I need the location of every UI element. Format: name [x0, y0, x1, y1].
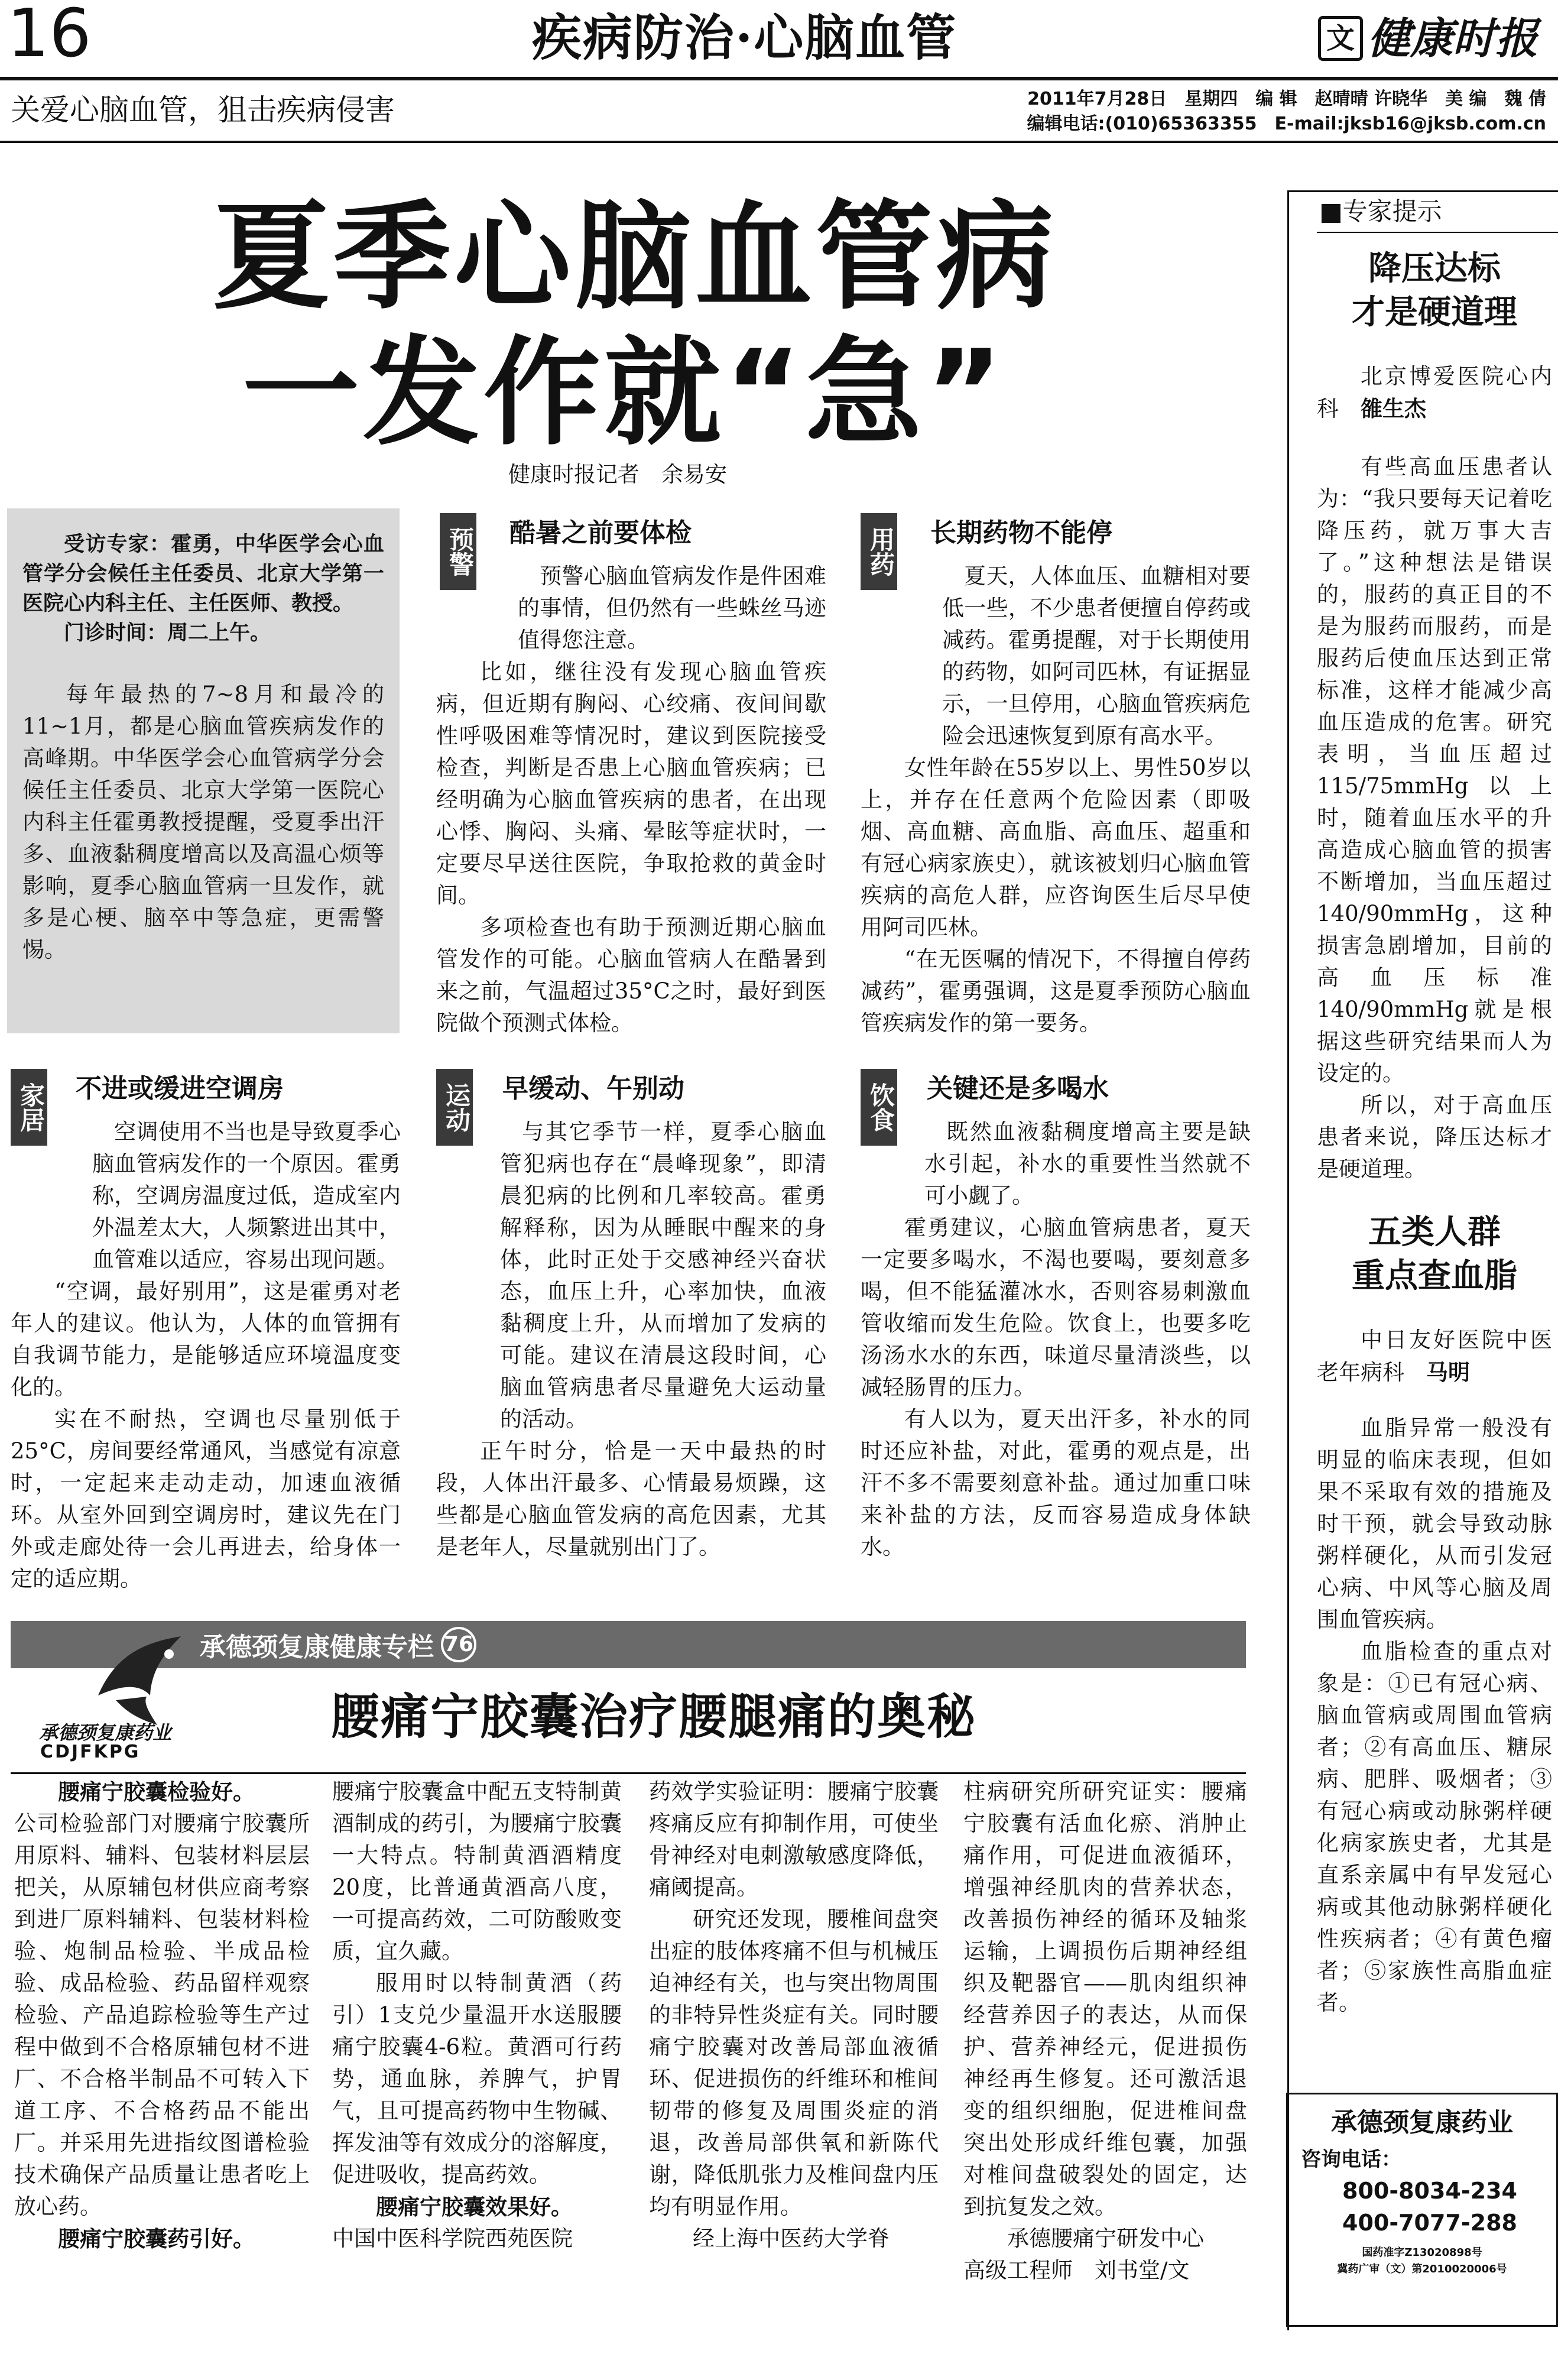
para: 与其它季节一样，夏季心脑血管犯病也存在“晨峰现象”，即清晨犯病的比例和几率较高。霍勇解释称，因为从睡眠中醒来的身体，此时正处于交感神经兴奋状态，血压上升，心率加快，血液黏稠度上升，从而增加了发病的可能。建议在清晨这段时间，心脑血管病患者尽量避免大运动量的活动。 [500, 1119, 826, 1432]
para: 多项检查也有助于预测近期心脑血管发作的可能。心脑血管病人在酷暑到来之前，气温超过35°C之时，最好到医院做个预测式体检。 [436, 915, 826, 1036]
sidebar-article1-p2: 所以，对于高血压患者来说，降压达标才是硬道理。 [1317, 1092, 1552, 1182]
para: 既然血液黏稠度增高主要是缺水引起，补水的重要性当然就不可小觑了。 [924, 1119, 1251, 1208]
advert-col-3 [649, 1776, 939, 2255]
advert-col-2 [332, 1776, 622, 2255]
paper-logo [1318, 12, 1554, 65]
section-body-warning [436, 560, 826, 1039]
intro-box [7, 508, 400, 1033]
tag-warning: 预警 [440, 513, 476, 590]
para: 有人以为，夏天出汗多，补水的同时还应补盐，对此，霍勇的观点是，出汗不多不需要刻意补盐。通过加重口味来补盐的方法，反而容易造成身体缺水。 [861, 1406, 1251, 1559]
sidebar-author1-org: 北京博爱医院心内科 [1317, 364, 1552, 421]
section-title: 疾病防治·心脑血管 [532, 8, 957, 67]
advert-title-rule [11, 1772, 1246, 1774]
sidebar-ad-phone1: 800-8034-234 [1342, 2178, 1517, 2204]
column-number-badge: 76 [441, 1627, 476, 1662]
intro-clinic: 门诊时间：周二上午。 [64, 621, 271, 645]
advert-col2-p1: 腰痛宁胶囊盒中配五支特制黄酒制成的药引，为腰痛宁胶囊一大特点。特制黄酒酒精度20度，比普通黄酒高八度，一可提高药效，二可防酸败变质，宜久藏。 [332, 1779, 622, 1964]
sidebar-title1-line2: 才是硬道理 [1352, 293, 1517, 332]
headline-line2: 一发作就“急” [242, 325, 1007, 461]
section-title-warning: 酷暑之前要体检 [509, 518, 692, 548]
advert-col3-p3: 经上海中医药大学脊 [693, 2226, 890, 2251]
section-body-home [11, 1116, 401, 1595]
slogan: 关爱心脑血管，狙击疾病侵害 [11, 93, 395, 127]
sidebar-divider [1287, 190, 1289, 2330]
section-body-medication [861, 560, 1251, 1039]
para: 空调使用不当也是导致夏季心脑血管病发作的一个原因。霍勇称，空调房温度过低，造成室内外温差太大，人频繁进出其中，血管难以适应，容易出现问题。 [92, 1119, 401, 1272]
para: 正午时分，恰是一天中最热的时段，人体出汗最多、心情最易烦躁，这些都是心脑血管发病的高危因素，尤其是老年人，尽量就别出门了。 [436, 1438, 826, 1559]
advert-col2-p2: 服用时以特制黄酒（药引）1支兑少量温开水送服腰痛宁胶囊4-6粒。黄酒可行药势，通血脉，养脾气，护胃气，且可提高药物中生物碱、挥发油等有效成分的溶解度，促进吸收，提高药效。 [332, 1970, 622, 2187]
bird-logo-icon [80, 1630, 199, 1731]
date-info: 2011年7月28日 星期四 编 辑 赵晴晴 许晓华 美 编 魏 倩 [1027, 89, 1546, 109]
sidebar-author2-org: 中日友好医院中医老年病科 [1317, 1327, 1552, 1385]
para: 预警心脑血管病发作是件困难的事情，但仍然有一些蛛丝马迹值得您注意。 [518, 563, 826, 653]
tag-diet: 饮食 [861, 1069, 897, 1146]
sidebar-title1-line1: 降压达标 [1368, 249, 1501, 288]
advert-col3-p2: 研究还发现，腰椎间盘突出症的肢体疼痛不但与机械压迫神经有关，也与突出物周围的非特异性炎症有关。同时腰痛宁胶囊对改善局部血液循环、促进损伤的纤维环和椎间韧带的修复及周围炎症的消退，改善局部供氧和新陈代谢，降低肌张力及椎间盘内压均有明显作用。 [649, 1906, 939, 2219]
sidebar-ad-box [1286, 2093, 1558, 2327]
sidebar-ad-phone2: 400-7077-288 [1342, 2210, 1517, 2236]
advert-col4-p2: 承德腰痛宁研发中心 [1007, 2226, 1204, 2251]
advert-col3-p1: 药效学实验证明：腰痛宁胶囊疼痛反应有抑制作用，可使坐骨神经对电刺激敏感度降低，痛阈提高。 [649, 1779, 939, 1900]
sidebar-title2-line2: 重点查血脂 [1352, 1257, 1517, 1295]
section-title-exercise: 早缓动、午别动 [502, 1074, 684, 1104]
logo-code: CDJFKPG [40, 1742, 141, 1762]
sidebar-article-2 [1317, 1211, 1552, 2019]
sidebar-ad-company: 承德颈复康药业 [1331, 2107, 1513, 2138]
para: 实在不耐热，空调也尽量别低于25°C，房间要经常通风，当感觉有凉意时，一定起来走动走动，加速血液循环。从室外回到空调房时，建议先在门外或走廊处待一会儿再进去，给身体一定的适应期。 [11, 1406, 401, 1591]
section-title-home: 不进或缓进空调房 [76, 1074, 284, 1104]
section-body-exercise [436, 1116, 826, 1563]
sidebar-label-rule [1317, 232, 1558, 233]
logo-text: 承德颈复康药业 [39, 1721, 172, 1744]
intro-text: 每年最热的7~8月和最冷的11~1月，都是心脑血管疾病发作的高峰期。中华医学会心血管病学分会候任主任委员、北京大学第一医院心内科主任霍勇教授提醒，受夏季出汗多、血液黏稠度增高以及高温心烦等影响，夏季心脑血管病一旦发作，就多是心梗、脑卒中等急症，更需警惕。 [22, 682, 384, 962]
para: 比如，继往没有发现心脑血管疾病，但近期有胸闷、心绞痛、夜间间歇性呼吸困难等情况时，建议到医院接受检查，判断是否患上心脑血管疾病；已经明确为心脑血管疾病的患者，在出现心悸、胸闷、头痛、晕眩等症状时，一定要尽早送往医院，争取抢救的黄金时间。 [436, 659, 826, 908]
byline: 健康时报记者 余易安 [508, 462, 727, 487]
sidebar-author2 [1317, 1324, 1552, 1389]
sidebar-top-rule [1287, 190, 1558, 192]
advert-col1-head1: 腰痛宁胶囊检验好。 [58, 1779, 255, 1805]
section-title-diet: 关键还是多喝水 [927, 1074, 1109, 1104]
advert-title: 腰痛宁胶囊治疗腰腿痛的奥秘 [331, 1688, 977, 1745]
sidebar-article2-p2: 血脂检查的重点对象是：①已有冠心病、脑血管病或周围血管病者；②有高血压、糖尿病、肥胖、吸烟者；③有冠心病或动脉粥样硬化病家族史者，尤其是直系亲属中有早发冠心病或其他动脉粥样硬化性疾病者；④有黄色瘤者；⑤家族性高脂血症者。 [1317, 1639, 1552, 2015]
advert-col2-p3: 中国中医科学院西苑医院 [332, 2226, 573, 2251]
para: “空调，最好别用”，这是霍勇对老年人的建议。他认为，人体的血管拥有自我调节能力，是能够适应环境温度变化的。 [11, 1279, 401, 1400]
sidebar-label: ■专家提示 [1319, 197, 1442, 226]
masthead-rule-bottom [0, 141, 1558, 143]
para: 霍勇建议，心脑血管病患者，夏天一定要多喝水，不渴也要喝，要刻意多喝，但不能猛灌冰水，否则容易刺激血管收缩而发生危险。饮食上，也要多吃汤汤水水的东西，味道尽量清淡些，以减轻肠胃的压力。 [861, 1215, 1251, 1400]
headline-line1: 夏季心脑血管病 [213, 189, 1057, 325]
sidebar-ad-license1: 国药准字Z13020898号 [1362, 2246, 1482, 2259]
sidebar-title2-line1: 五类人群 [1368, 1213, 1501, 1251]
sidebar-article2-p1: 血脂异常一般没有明显的临床表现，但如果不采取有效的措施及时干预，就会导致动脉粥样硬化，从而引发冠心病、中风等心脑及周围血管疾病。 [1317, 1415, 1552, 1632]
advert-col-4 [963, 1776, 1247, 2287]
contact-info: 编辑电话:(010)65363355 E-mail:jksb16@jksb.com.cn [1027, 114, 1546, 134]
para: “在无医嘱的情况下，不得擅自停药减药”，霍勇强调，这是夏季预防心脑血管疾病发作的第一要务。 [861, 946, 1251, 1036]
advert-col1-text: 公司检验部门对腰痛宁胶囊所用原料、辅料、包装材料层层把关，从原辅包材供应商考察到进厂原料辅料、包装材料检验、炮制品检验、半成品检验、成品检验、药品留样观察检验、产品追踪检验等生产过程中做到不合格原辅包材不进厂、不合格半制品不可转入下道工序、不合格药品不能出厂。并采用先进指纹图谱检验技术确保产品质量让患者吃上放心药。 [14, 1811, 310, 2219]
intro-expert: 受访专家：霍勇，中华医学会心血管学分会候任主任委员、北京大学第一医院心内科主任、主任医师、教授。 [22, 532, 384, 615]
advert-col1-head2: 腰痛宁胶囊药引好。 [58, 2226, 255, 2252]
sidebar-author1-name: 雒生杰 [1361, 395, 1426, 421]
section-title-medication: 长期药物不能停 [930, 518, 1112, 548]
para: 夏天，人体血压、血糖相对要低一些，不少患者便擅自停药或减药。霍勇提醒，对于长期使用的药物，如阿司匹林，有证据显示，一旦停用，心脑血管疾病危险会迅速恢复到原有高水平。 [942, 563, 1251, 748]
advert-col-1 [14, 1776, 310, 2255]
column-label: 承德颈复康健康专栏 [200, 1632, 434, 1662]
sidebar-author2-name: 马明 [1426, 1359, 1470, 1385]
sidebar-ad-hotline-label: 咨询电话： [1301, 2148, 1401, 2171]
sidebar-article1-p1: 有些高血压患者认为：“我只要每天记着吃降压药，就万事大吉了。”这种想法是错误的，服药的真正目的不是为服药而服药，而是服药后使血压达到正常标准，这样才能减少高血压造成的危害。研究表明，当血压超过115/75mmHg以上时，随着血压水平的升高造成心脑血管的损害不断增加，当血压超过140/90mmHg，这种损害急剧增加，目前的高血压标准140/90mmHg就是根据这些研究结果而人为设定的。 [1317, 454, 1552, 1086]
paper-name: 健康时报 [1368, 13, 1538, 63]
logo-mark-icon: 文 [1318, 16, 1363, 61]
sidebar-article-1 [1317, 247, 1552, 1185]
advert-col4-sign: 高级工程师 刘书堂/文 [963, 2258, 1190, 2283]
sidebar-author1 [1317, 361, 1552, 425]
tag-medication: 用药 [861, 513, 897, 590]
sidebar-ad-license2: 冀药广审（文）第2010020006号 [1337, 2263, 1507, 2275]
tag-exercise: 运动 [436, 1069, 473, 1146]
advert-col4-p1: 柱病研究所研究证实：腰痛宁胶囊有活血化瘀、消肿止痛作用，可促进血液循环，增强神经肌肉的营养状态，改善损伤神经的循环及轴浆运输，上调损伤后期神经组织及靶器官——肌肉组织神经营养因子的表达，从而保护、营养神经元，促进损伤神经再生修复。还可激活退变的组织细胞，促进椎间盘突出处形成纤维包囊，加强对椎间盘破裂处的固定，达到抗复发之效。 [963, 1779, 1247, 2219]
company-logo [39, 1630, 187, 1766]
page-number: 16 [7, 0, 92, 72]
masthead-rule-top [0, 77, 1558, 80]
advert-col2-head3: 腰痛宁胶囊效果好。 [376, 2194, 573, 2220]
para: 女性年龄在55岁以上、男性50岁以上，并存在任意两个危险因素（即吸烟、高血糖、高血脂、高血压、超重和有冠心病家族史），就该被划归心脑血管疾病的高危人群，应咨询医生后尽早使用阿司匹林。 [861, 755, 1251, 940]
tag-home: 家居 [11, 1069, 47, 1146]
section-body-diet [861, 1116, 1251, 1563]
